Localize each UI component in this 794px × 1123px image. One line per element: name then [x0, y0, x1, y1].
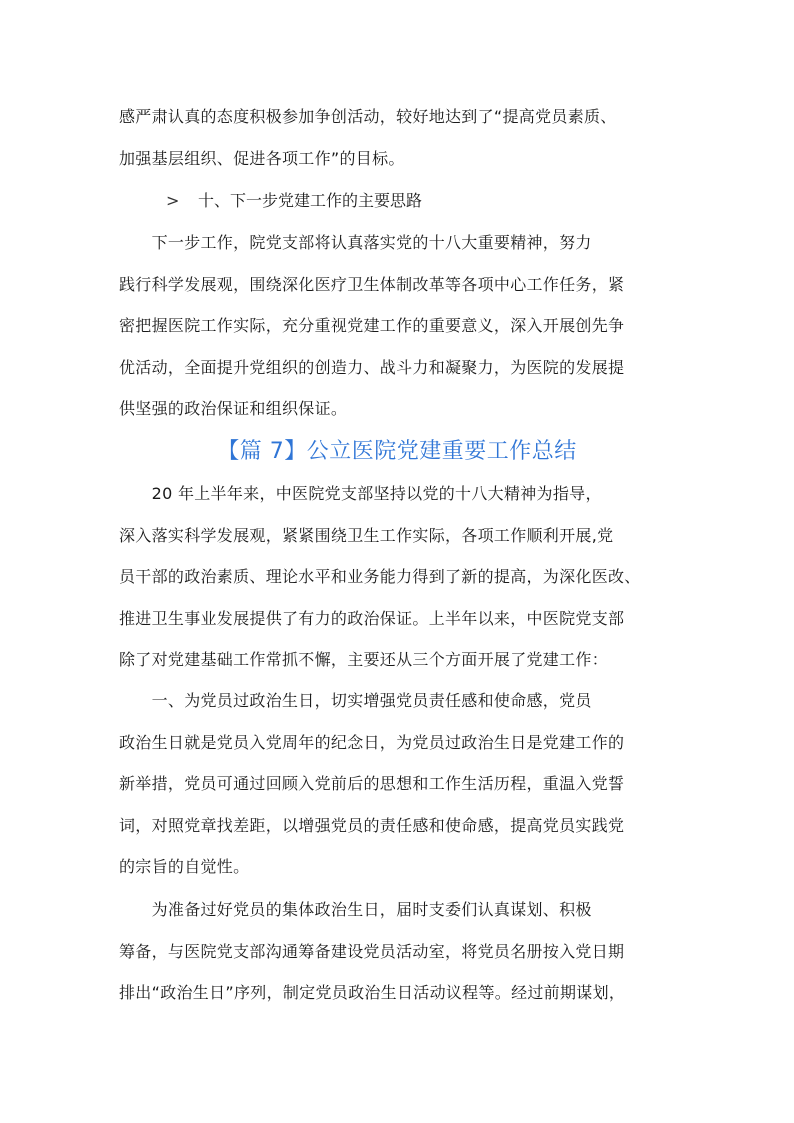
paragraph-line: 除了对党建基础工作常抓不懈，主要还从三个方面开展了党建工作：	[119, 650, 609, 669]
paragraph-line: 筹备，与医院党支部沟通筹备建设党员活动室，将党员名册按入党日期	[119, 941, 625, 961]
paragraph-line: 为准备过好党员的集体政治生日，届时支委们认真谋划、积极	[119, 900, 592, 919]
paragraph-line: 的宗旨的自觉性。	[119, 857, 250, 876]
paragraph-line: 深入落实科学发展观，紧紧围绕卫生工作实际，各项工作顺利开展,党	[119, 525, 614, 545]
paragraph-line: 政治生日就是党员入党周年的纪念日，为党员过政治生日是党建工作的	[119, 732, 625, 752]
paragraph-line: 新举措，党员可通过回顾入党前后的思想和工作生活历程，重温入党誓	[119, 774, 625, 793]
paragraph-1	[119, 96, 675, 179]
paragraph-line: 践行科学发展观，围绕深化医疗卫生体制改革等各项中心工作任务，紧	[119, 274, 625, 294]
paragraph-line: 优活动，全面提升党组织的创造力、战斗力和凝聚力，为医院的发展提	[119, 357, 625, 377]
paragraph-line: 推进卫生事业发展提供了有力的政治保证。上半年以来，中医院党支部	[119, 608, 625, 628]
paragraph-line: 员干部的政治素质、理论水平和业务能力得到了新的提高，为深化医改、	[119, 567, 641, 586]
paragraph-line: 词，对照党章找差距，以增强党员的责任感和使命感，提高党员实践党	[119, 815, 625, 835]
paragraph-line: 20 年上半年来，中医院党支部坚持以党的十八大精神为指导，	[119, 484, 602, 503]
bullet-arrow-icon: >	[166, 191, 180, 210]
section-title: 【篇 7】公立医院党建重要工作总结	[217, 439, 577, 464]
paragraph-line: 一、为党员过政治生日，切实增强党员责任感和使命感，党员	[119, 691, 592, 710]
paragraph-line: 供坚强的政治保证和组织保证。	[119, 399, 348, 418]
paragraph-3	[119, 473, 675, 681]
paragraph-line: 感严肃认真的态度积极参加争创活动，较好地达到了“提高党员素质、	[119, 107, 617, 126]
paragraph-line: 排出“政治生日”序列，制定党员政治生日活动议程等。经过前期谋划，	[119, 983, 626, 1002]
paragraph-5	[119, 889, 675, 1014]
paragraph-line: 密把握医院工作实际，充分重视党建工作的重要意义，深入开展创先争	[119, 316, 625, 335]
bullet-heading: 十、下一步党建工作的主要思路	[198, 191, 423, 210]
paragraph-line: 下一步工作，院党支部将认真落实党的十八大重要精神，努力	[119, 233, 592, 252]
section-bullet	[166, 186, 422, 216]
paragraph-4	[119, 680, 675, 888]
paragraph-line: 加强基层组织、促进各项工作”的目标。	[119, 148, 405, 168]
paragraph-2	[119, 222, 675, 430]
